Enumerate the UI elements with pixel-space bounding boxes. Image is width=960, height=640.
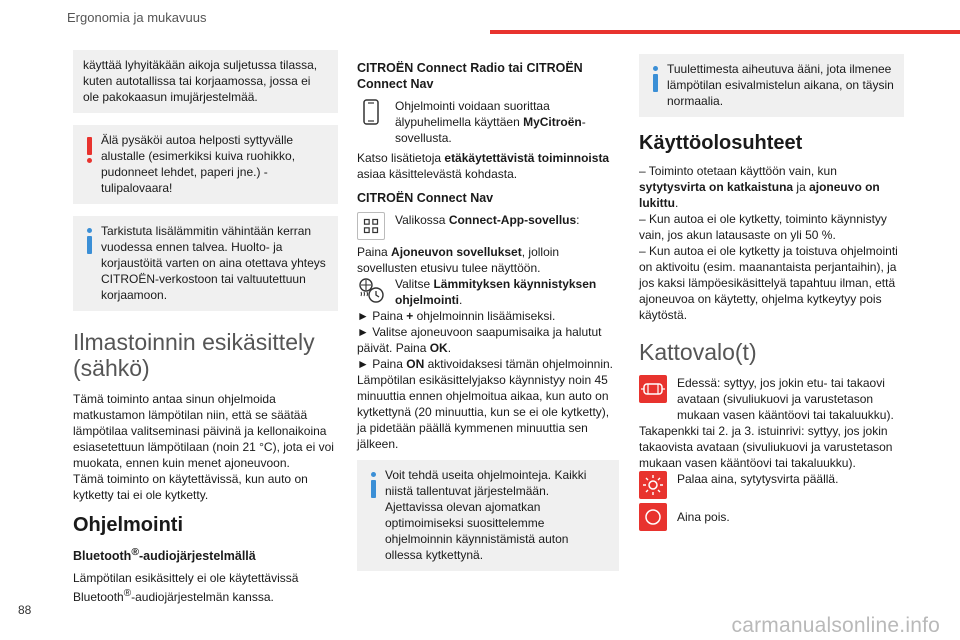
paragraph: Lämpötilan esikäsittely ei ole käytettävissä Bluetooth®-audiojärjestelmän kanssa. [73, 571, 299, 605]
box-text: Tuulettimesta aiheutuva ääni, jota ilmenee lämpötilan esivalmistelun aikana, on täysin normaalia. [667, 62, 894, 108]
paragraph: Paina Ajoneuvon sovellukset, jolloin sovellusten etusivu tulee näyttöön. [357, 245, 560, 275]
bluetooth-heading: Bluetooth®-audiojärjestelmällä [73, 547, 256, 564]
connect-heading: CITROËN Connect Radio tai CITROËN Connect Nav [357, 61, 583, 91]
paragraph: Katso lisätietoja etäkäytettävistä toiminnoista asiaa käsittelevästä kohdasta. [357, 151, 610, 181]
condition-2: – Kun autoa ei ole kytketty, toiminto käynnistyy vain, jos akun latausaste on yli 50 %. [639, 212, 887, 242]
smartphone-icon [357, 98, 385, 126]
box-text: käyttää lyhyitäkään aikoja suljetussa tilassa, kuten autotallissa tai korjaamossa, jossa ei ole pakokaasun imujärjestelmää. [83, 58, 318, 104]
column-2 [357, 60, 619, 583]
box-text: Älä pysäköi autoa helposti syttyvälle alustalle (esimerkiksi kuiva ruohikko, pudonneet lehdet, paperi jne.) - tulipalovaara! [101, 133, 296, 195]
info-box [73, 216, 338, 311]
subsection-heading: Ohjelmointi [73, 514, 183, 536]
section-heading: Kattovalo(t) [639, 339, 757, 365]
step-1: ► Paina + ohjelmoinnin lisäämiseksi. [357, 309, 556, 323]
paragraph: Lämpötilan esikäsittelyjakso käynnistyy noin 45 minuuttia ennen ohjelmoitua aikaa, kun auto on kytkettynä (20 minuuttia, kun se ei ole kytketty), ja pidetään päällä kymmenen minuuttia sen jälkeen. [357, 373, 610, 451]
header-accent-bar [490, 30, 960, 34]
light-off-paragraph: Aina pois. [639, 503, 904, 531]
step-3: ► Paina ON aktivoidaksesi tämän ohjelmoinnin. [357, 357, 614, 371]
paragraph: Takapenkki tai 2. ja 3. istuinrivi: syttyy, jos jokin takaovista avataan (sivuliukuovi ja varustetason mukaan vasen kääntöovi tai takaluukku). [639, 424, 893, 470]
condition-3: – Kun autoa ei ole kytketty ja toistuva ohjelmointi on aktivoitu (esim. maanantaista perjantaihin), ja jos kaksi lämpöesikäsittelyä tapahtuu ilman, että ajoneuvoa on käytetty, ohjelma kytkeytyy pois käytöstä. [639, 244, 898, 322]
header-title: Ergonomia ja mukavuus [67, 10, 207, 25]
info-box [639, 54, 904, 117]
heating-paragraph: Valitse Lämmityksen käynnistyksen ohjelmointi. [357, 276, 619, 308]
light-on-icon [639, 471, 667, 499]
info-icon [87, 228, 92, 254]
connect-nav-heading: CITROËN Connect Nav [357, 191, 494, 205]
app-grid-icon [357, 212, 385, 240]
column-3 [639, 54, 904, 535]
info-icon [653, 66, 658, 92]
heating-timer-icon [357, 276, 385, 304]
app-paragraph: Valikossa Connect-App-sovellus: [357, 212, 619, 240]
box-text: Voit tehdä useita ohjelmointeja. Kaikki niistä tallentuvat järjestelmään. Ajettavissa olevan ajomatkan optimoimiseksi suosittelemme ohjelmoinnin käynnistämistä auton ollessa kytkettynä. [385, 468, 587, 562]
light-off-icon [639, 503, 667, 531]
paragraph: Tämä toiminto antaa sinun ohjelmoida matkustamon lämpötilan niin, että se säätää lämpötilaa valitseminasi päivinä ja kellonaikoina esiasetettuun lämpötilaan (noin 21 °C), jota ei voi muokata, ennen kuin menet ajoneuvoon. [73, 392, 334, 470]
warning-box-continued [73, 50, 338, 113]
warning-icon [87, 137, 92, 163]
door-light-icon [639, 375, 667, 403]
section-heading: Ilmastoinnin esikäsittely (sähkö) [73, 329, 315, 381]
info-box [357, 460, 619, 571]
info-icon [371, 472, 376, 498]
front-light-paragraph: Edessä: syttyy, jos jokin etu- tai takaovi avataan (sivuliukuovi ja varustetason mukaan vasen kääntöovi tai takaluukku). [639, 375, 904, 423]
column-1 [73, 50, 338, 613]
smartphone-paragraph: Ohjelmointi voidaan suorittaa älypuhelimella käyttäen MyCitroën-sovellusta. [357, 98, 619, 146]
warning-box [73, 125, 338, 204]
subsection-heading: Käyttöolosuhteet [639, 132, 803, 154]
watermark: carmanualsonline.info [731, 614, 940, 637]
light-on-paragraph: Palaa aina, sytytysvirta päällä. [639, 471, 904, 499]
step-2: ► Valitse ajoneuvoon saapumisaika ja halutut päivät. Paina OK. [357, 325, 602, 355]
condition-1: – Toiminto otetaan käyttöön vain, kun sytytysvirta on katkaistuna ja ajoneuvo on lukittu. [639, 164, 880, 210]
page-number: 88 [18, 603, 32, 617]
paragraph: Tämä toiminto on käytettävissä, kun auto on kytketty tai ei ole kytketty. [73, 472, 308, 502]
box-text: Tarkistuta lisälämmitin vähintään kerran vuodessa ennen talvea. Huolto- ja korjaustöitä varten on aina otettava yhteys CITROËN-verkostoon tai valtuutettuun korjaamoon. [101, 224, 326, 302]
